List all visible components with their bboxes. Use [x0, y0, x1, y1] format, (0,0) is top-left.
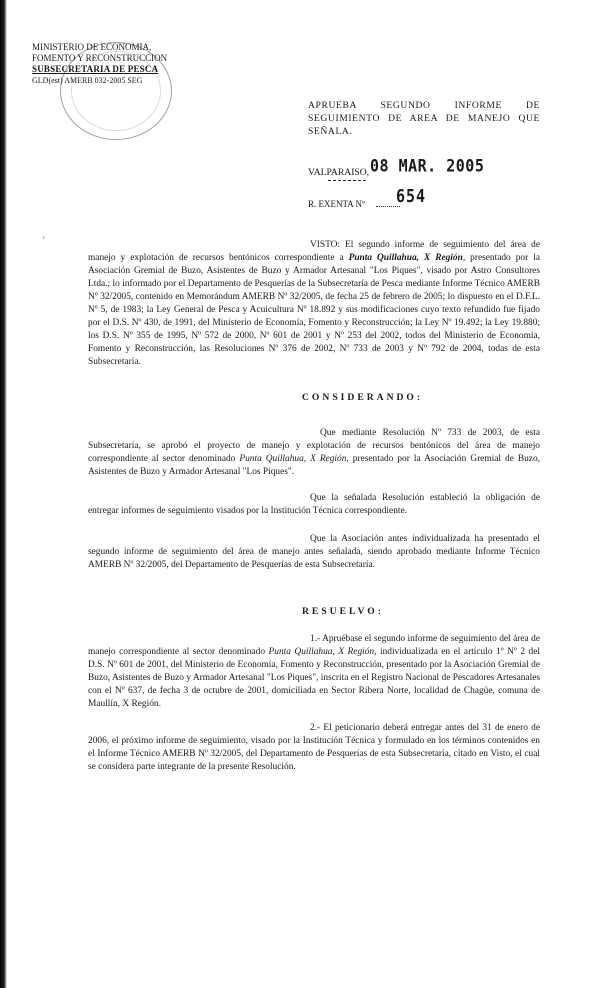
considerando-heading: CONSIDERANDO:: [302, 392, 424, 403]
considerando-paragraph-2: [88, 492, 540, 518]
considerando-paragraph-3: [88, 533, 540, 572]
resuelvo-article-2: [88, 722, 540, 774]
visto-lead: VISTO:: [310, 240, 341, 250]
r1-place-name: Punta Quillahua, X Región: [268, 647, 375, 657]
considerando-paragraph-1: [88, 427, 540, 479]
r2-text: 2.- El peticionario deberá entregar antes del 31 de enero de 2006, el próximo informe de seguimiento, visado por la Institución Técnica y formulado en los términos contenidos en el Informe Técnico AMERB Nº 32/2005, del Departamento de Pesquerías de esta Subsecretaría, citado en Visto, el cual se considera parte integrante de la presente Resolución.: [88, 723, 540, 772]
r1-text-1: 1.- Apruébase el segundo informe de seguimiento del área de manejo correspondiente al sector denominado: [88, 634, 540, 657]
c2-text: Que la señalada Resolución estableció la obligación de entregar informes de seguimiento visados por la Institución Técnica correspondiente.: [88, 493, 540, 516]
exenta-line: [308, 185, 548, 212]
c1-place-name: Punta Quillahua, X Región: [239, 454, 347, 464]
r1-text-2: , individualizada en el artículo 1º Nº 2 del D.S. Nº 601 de 2001, del Ministerio de Economía, Fomento y Reconstrucción, presentado por la Asociación Gremial de Buzo, Asistentes de Buzo y Armador Artesanal "Los Piques", inscrita en el Registro Nacional de Pescadores Artesanales con el Nº 637, de fecha 3 de octubre de 2001, domiciliada en Sector Ribera Norte, localidad de Chagüe, comuna de Maullín, X Región.: [88, 647, 540, 709]
c1-text-1: Que mediante Resolución Nº 733 de 2003, de esta Subsecretaría, se aprobó el proyecto de manejo y explotación de recursos bentónicos del área de manejo correspondiente al sector denominado: [88, 428, 540, 464]
resuelvo-article-1: [88, 633, 540, 711]
visto-paragraph: [88, 239, 540, 369]
header-reference-code: GLD(est) AMERB 032-2005 SEG: [32, 76, 143, 85]
subject-line-1: APRUEBA SEGUNDO INFORME DE: [308, 100, 540, 111]
visto-text-2: , presentado por la Asociación Gremial de Buzo, Asistentes de Buzo y Armador Artesanal "Los Piques", visado por Astro Consultores Ltda.; lo informado por el Departamento de Pesquerías de la Subsecretaría de Pesca mediante Informe Técnico AMERB Nº 32/2005, contenido en Memorándum AMERB Nº 32/2005, de fecha 25 de febrero de 2005; lo dispuesto en el D.F.L. Nº 5, de 1983; la Ley General de Pesca y Acuicultura Nº 18.892 y sus modificaciones cuyo texto refundido fue fijado por el D.S. Nº 430, de 1991, del Ministerio de Economía, Fomento y Reconstrucción; la Ley Nº 19.492; la Ley 19.880; los D.S. Nº 355 de 1995, Nº 572 de 2000, Nº 601 de 2001 y Nº 253 del 2002, todos del Ministerio de Economía, Fomento y Reconstrucción, las Resoluciones Nº 376 de 2002, Nº 733 de 2003 y Nº 792 de 2004, todas de esta Subsecretaría.: [88, 253, 540, 367]
date-dash-mark: [328, 180, 366, 181]
exenta-number: 654: [396, 185, 427, 207]
margin-mark: ': [43, 235, 45, 245]
resuelvo-heading: RESUELVO:: [302, 606, 384, 617]
exenta-label: R. EXENTA Nº: [308, 199, 365, 209]
header-subsecretaria: SUBSECRETARIA DE PESCA: [32, 64, 159, 74]
resolution-subject: [308, 99, 540, 138]
header-ministry-cont: FOMENTO Y RECONSTRUCCION: [32, 53, 168, 63]
date-line: [308, 155, 548, 182]
header-ministry: MINISTERIO DE ECONOMIA,: [32, 42, 152, 52]
subject-line-2: SEGUIMIENTO DE AREA DE MANEJO QUE SEÑALA.: [308, 113, 540, 137]
visto-text-1: El segundo informe de seguimiento del área de manejo y explotación de recursos bentónicos correspondiente a: [88, 240, 540, 263]
date-city: VALPARAISO,: [308, 167, 370, 178]
issuer-header: [32, 42, 212, 86]
scan-edge-shadow: [0, 0, 7, 988]
visto-place-name: Punta Quillahua, X Región: [348, 253, 463, 263]
c3-text: Que la Asociación antes individualizada ha presentado el segundo informe de seguimiento del área de manejo antes señalada, siendo aprobado mediante Informe Técnico AMERB Nº 32/2005, del Departamento de Pesquerías de esta Subsecretaría.: [88, 534, 540, 570]
c1-text-2: , presentado por la Asociación Gremial de Buzo, Asistentes de Buzo y Armador Artesanal "Los Piques".: [88, 454, 540, 477]
date-stamp: 08 MAR. 2005: [370, 155, 485, 177]
